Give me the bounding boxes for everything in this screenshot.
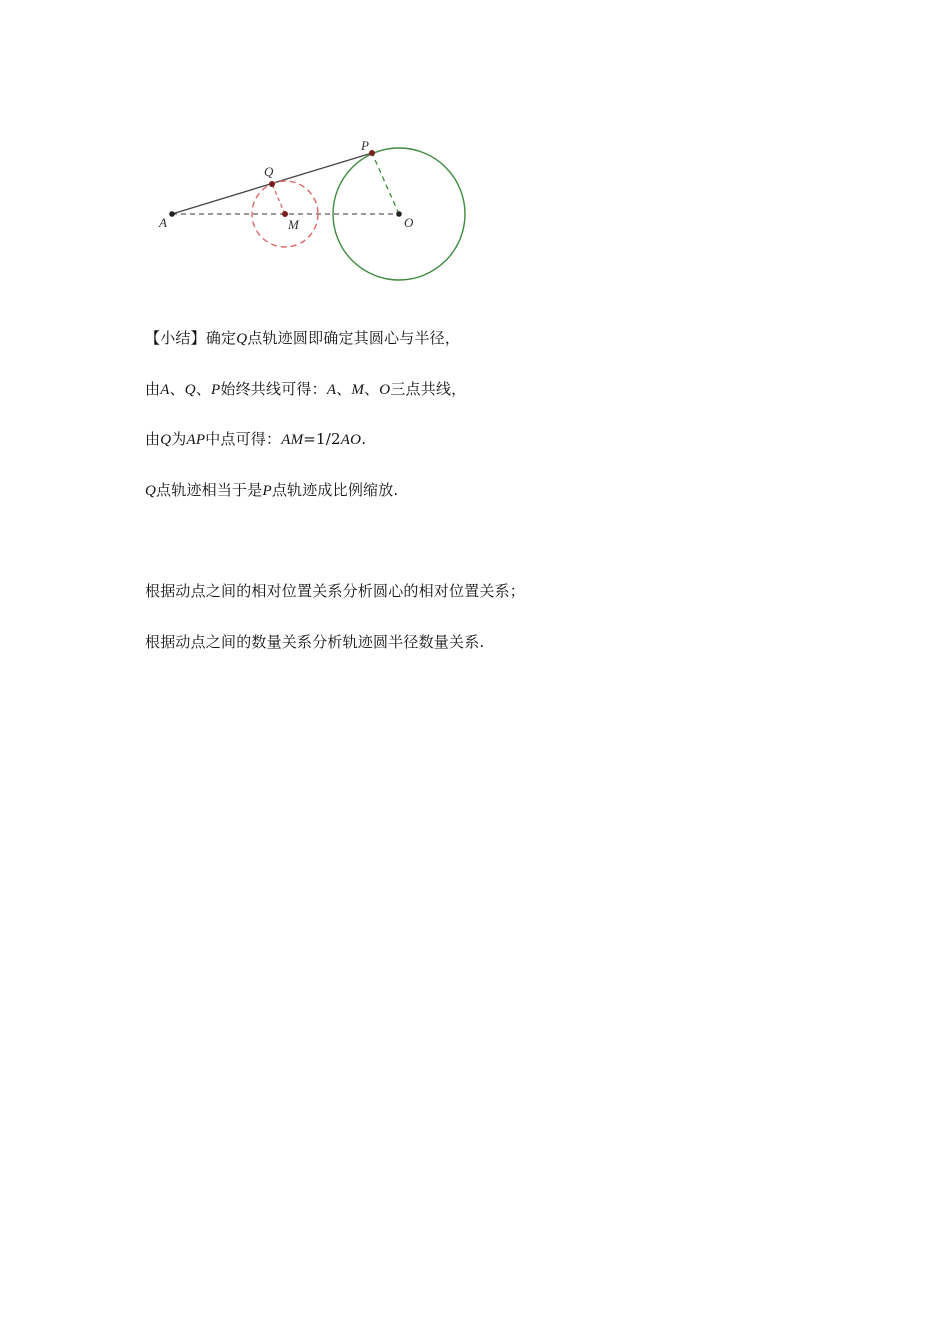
- point-q: [269, 181, 275, 187]
- note-line-1: 根据动点之间的相对位置关系分析圆心的相对位置关系；: [145, 582, 526, 600]
- note-line-2: 根据动点之间的数量关系分析轨迹圆半径数量关系.: [145, 633, 485, 651]
- summary-title: 【小结】: [145, 329, 206, 347]
- point-p: [369, 150, 375, 156]
- summary-line-4: Q点轨迹相当于是P点轨迹成比例缩放.: [145, 481, 399, 499]
- label-a: A: [159, 215, 167, 230]
- label-o: O: [404, 215, 414, 230]
- label-q: Q: [264, 164, 274, 179]
- geometry-figure: [150, 130, 480, 290]
- point-a: [169, 211, 175, 217]
- summary-line-2: 由A、Q、P始终共线可得：A、M、O三点共线，: [145, 380, 467, 398]
- radius-op: [372, 153, 399, 214]
- point-o: [396, 211, 402, 217]
- radius-mq: [272, 184, 285, 214]
- label-m: M: [288, 217, 299, 232]
- summary-line-3: 由Q为AP中点可得：AM=1/2AO.: [145, 430, 367, 448]
- label-p: P: [361, 138, 369, 153]
- summary-line-1: 【小结】确定Q点轨迹圆即确定其圆心与半径，: [145, 329, 461, 347]
